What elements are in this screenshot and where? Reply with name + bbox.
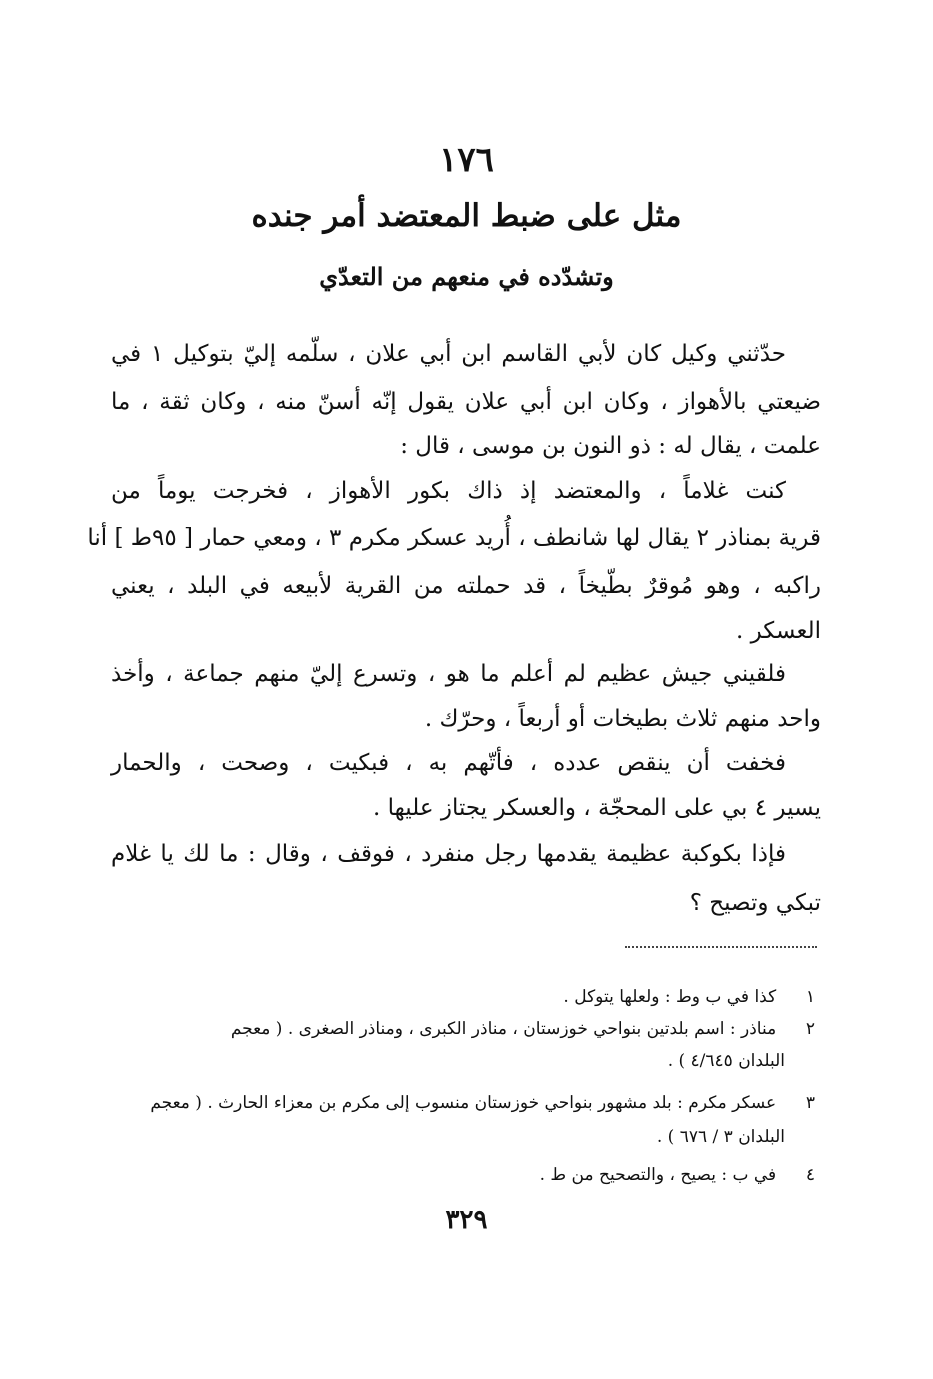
page-number: ٣٢٩ — [445, 1205, 488, 1235]
footnote-divider — [625, 946, 817, 948]
body-line: فلقيني جيش عظيم لم أعلم ما هو ، وتسرع إليّ منهم جماعة ، وأخذ — [111, 661, 786, 687]
footnote-text: مناذر : اسم بلدتين بنواحي خوزستان ، مناذر الكبرى ، ومناذر الصغرى . ( معجم — [230, 1019, 777, 1039]
body-line: قرية بمناذر ٢ يقال لها شانطف ، أُريد عسكر مكرم ٣ ، ومعي حمار [ ٩٥ط ] أنا — [87, 525, 821, 551]
footnote-number: ١ — [805, 987, 815, 1007]
footnote-line — [115, 984, 815, 1010]
footnote-text: في ب : يصيح ، والتصحيح من ط . — [539, 1165, 777, 1185]
footnote-line — [115, 1162, 815, 1188]
body-line: تبكي وتصيح ؟ — [689, 890, 821, 916]
footnote-number: ٢ — [805, 1019, 815, 1039]
body-line: العسكر . — [735, 618, 821, 644]
footnote-text: عسكر مكرم : بلد مشهور بنواحي خوزستان منسوب إلى مكرم بن معزاء الحارث . ( معجم — [150, 1093, 777, 1113]
body-line: فإذا بكوكبة عظيمة يقدمها رجل منفرد ، فوقف ، وقال : ما لك يا غلام — [111, 841, 786, 867]
footnote-text: البلدان ٣ / ٦٧٦ ) . — [656, 1127, 785, 1147]
footnote-text: البلدان ٤/٦٤٥ ) . — [667, 1051, 785, 1071]
story-subtitle: وتشدّده في منعهم من التعدّي — [319, 262, 614, 291]
footnote-line — [115, 1016, 815, 1042]
body-line: ضيعتي بالأهواز ، وكان ابن أبي علان يقول إنّه أسنّ منه ، وكان ثقة ، ما — [111, 389, 821, 415]
body-line: علمت ، يقال له : ذو النون بن موسى ، قال : — [400, 433, 821, 459]
footnote-number: ٣ — [805, 1093, 815, 1113]
story-number: ١٧٦ — [439, 140, 494, 180]
body-line: حدّثني وكيل كان لأبي القاسم ابن أبي علان ، سلّمه إليّ بتوكيل ١ في — [111, 341, 787, 367]
body-line: فخفت أن ينقص عدده ، فأتّهم به ، فبكيت ، وصحت ، والحمار — [111, 750, 786, 776]
story-title: مثل على ضبط المعتضد أمر جنده — [251, 198, 682, 234]
footnote-number: ٤ — [805, 1165, 815, 1185]
body-line: كنت غلاماً ، والمعتضد إذ ذاك بكور الأهواز ، فخرجت يوماً من — [111, 478, 786, 504]
body-line: راكبه ، وهو مُوقرٌ بطّيخاً ، قد حملته من القرية لأبيعه في البلد ، يعني — [111, 573, 821, 599]
footnote-text: كذا في ب وط : ولعلها يتوكل . — [563, 987, 777, 1007]
body-line: واحد منهم ثلاث بطيخات أو أربعاً ، وحرّك . — [424, 706, 821, 732]
footnote-line — [85, 1048, 785, 1074]
footnote-line — [85, 1124, 785, 1150]
footnote-line — [115, 1090, 815, 1116]
body-line: يسير ٤ بي على المحجّة ، والعسكر يجتاز عليها . — [373, 795, 821, 821]
